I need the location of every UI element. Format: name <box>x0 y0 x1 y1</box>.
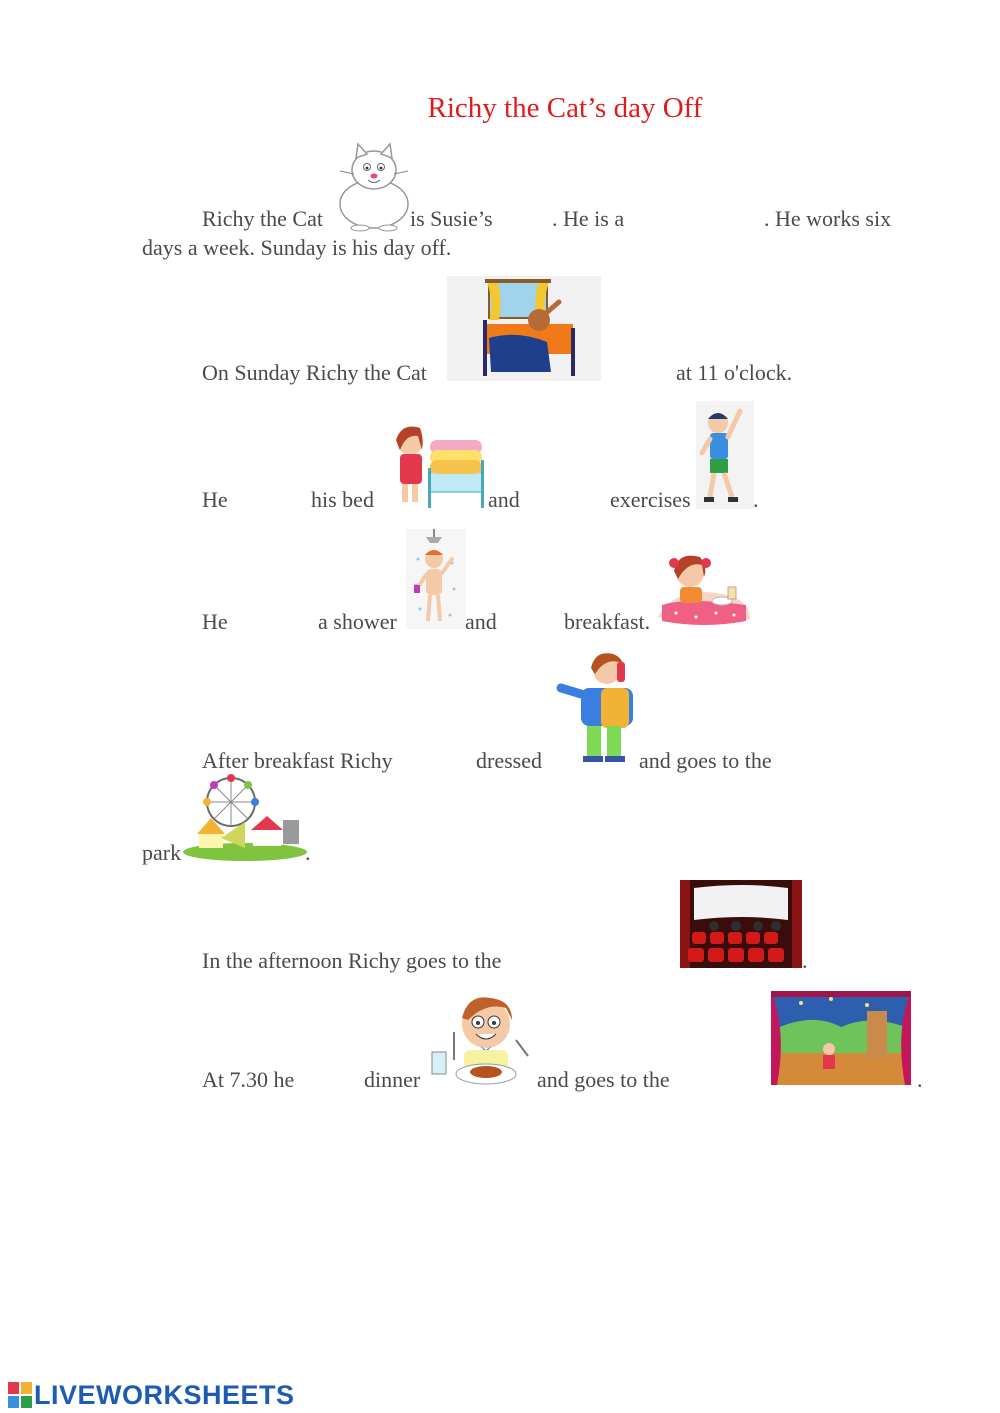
answer-gap[interactable] <box>412 748 470 774</box>
sentence-text: dressed <box>476 748 542 773</box>
sentence-text: days a week. Sunday is his day off. <box>142 235 452 260</box>
sentence-text: and goes to the <box>537 1067 670 1092</box>
sentence-text: at 11 o'clock. <box>676 360 793 385</box>
liveworksheets-brand: LIVEWORKSHEETS <box>34 1379 295 1410</box>
sentence-text: park <box>142 840 182 865</box>
sentence-text: In the afternoon Richy goes to the <box>202 948 502 973</box>
liveworksheets-footer[interactable] <box>8 1380 295 1410</box>
sentence-text: exercises <box>610 487 691 512</box>
answer-gap[interactable] <box>500 206 550 232</box>
liveworksheets-logo-icon <box>8 1382 32 1408</box>
sentence-text: a shower <box>318 609 397 634</box>
sentence-text: and goes to the <box>639 748 772 773</box>
answer-gap[interactable] <box>304 1067 360 1093</box>
sentence-text: is Susie’s <box>410 206 493 231</box>
wake-up-illustration <box>447 276 601 381</box>
worksheet-title: Richy the Cat’s day Off <box>427 92 703 124</box>
getting-dressed-illustration <box>551 648 641 768</box>
sentence-text: his bed <box>311 487 374 512</box>
park-illustration <box>183 772 307 862</box>
breakfast-illustration <box>656 547 752 627</box>
sentence-text: breakfast. <box>564 609 651 634</box>
cat-illustration <box>334 142 414 232</box>
sentence-text: . <box>917 1067 923 1092</box>
sentence-text: and <box>488 487 520 512</box>
theatre-illustration <box>771 991 911 1085</box>
sentence-text: . <box>305 840 311 865</box>
exercise-illustration <box>696 401 754 509</box>
sentence-text: At 7.30 he <box>202 1067 295 1092</box>
make-bed-illustration <box>388 420 486 510</box>
cinema-illustration <box>680 880 802 968</box>
answer-gap[interactable] <box>530 487 605 513</box>
answer-gap[interactable] <box>505 609 560 635</box>
sentence-text: Richy the Cat <box>202 206 323 231</box>
sentence-text: . He is a <box>552 206 625 231</box>
answer-gap[interactable] <box>632 206 762 232</box>
answer-gap[interactable] <box>236 487 306 513</box>
sentence-text: . <box>802 948 808 973</box>
sentence-text: On Sunday Richy the Cat <box>202 360 427 385</box>
sentence-text: dinner <box>364 1067 421 1092</box>
sentence-text: . He works six <box>764 206 892 231</box>
sentence-text: . <box>753 487 759 512</box>
sentence-text: He <box>202 609 228 634</box>
sentence-text: After breakfast Richy <box>202 748 393 773</box>
answer-gap[interactable] <box>236 609 312 635</box>
sentence-text: and <box>465 609 497 634</box>
sentence-text: He <box>202 487 228 512</box>
shower-illustration <box>406 529 466 629</box>
dinner-illustration <box>428 990 532 1090</box>
